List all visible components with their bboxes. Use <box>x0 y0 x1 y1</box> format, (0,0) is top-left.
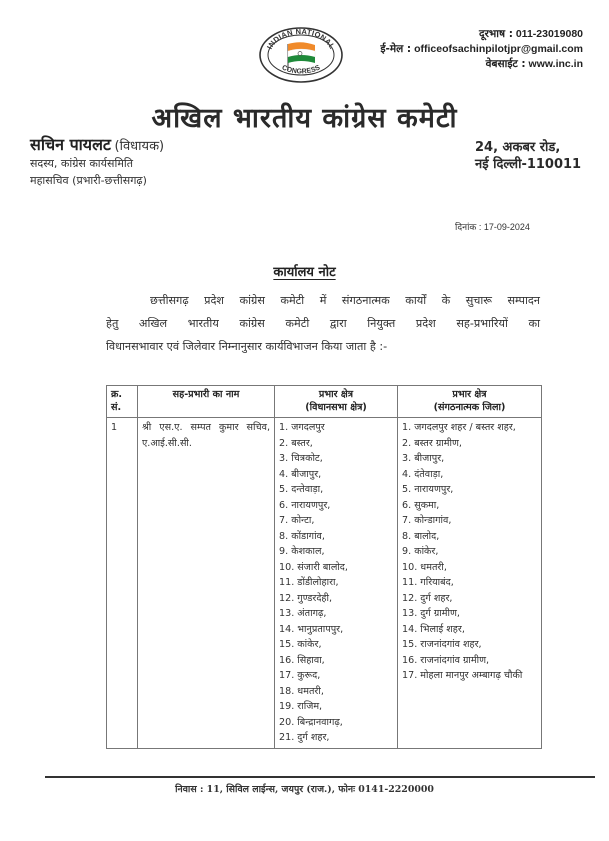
paragraph-line-3: विधानसभावार एवं जिलेवार निम्नानुसार कार्यविभाजन किया जाता है :- <box>106 340 388 353</box>
cell-serial-no: 1 <box>107 418 138 749</box>
list-item: 17. मोहला मानपुर अम्बागढ़ चौकी <box>402 670 523 681</box>
inc-logo <box>258 26 344 84</box>
list-item: 4. बीजापुर, <box>279 468 322 480</box>
paragraph-line-2: हेतु अखिल भारतीय कांग्रेस कमेटी द्वारा नियुक्त प्रदेश सह-प्रभारियों का <box>106 317 540 330</box>
list-item: 12. दुर्ग शहर, <box>402 592 453 604</box>
sender-block <box>30 136 164 189</box>
note-title: कार्यालय नोट <box>273 265 336 280</box>
cell-district-list <box>398 418 542 749</box>
list-item: 14. भानुप्रतापपुर, <box>279 623 344 635</box>
website-row <box>380 57 583 72</box>
list-item: 19. राजिम, <box>279 701 323 712</box>
list-item: 4. दंतेवाड़ा, <box>402 468 444 480</box>
list-item: 9. केशकाल, <box>279 546 325 557</box>
website-label: वेबसाईट : <box>485 58 526 70</box>
list-item: 10. धमतरी, <box>402 561 447 573</box>
list-item: 7. कोन्टा, <box>279 515 315 526</box>
table-header-row <box>107 386 542 418</box>
footer-divider <box>45 776 595 778</box>
logo-text-bottom: CONGRESS <box>280 64 322 76</box>
list-item: 20. बिन्द्रानवागढ़, <box>279 716 343 728</box>
list-item: 18. धमतरी, <box>279 685 324 697</box>
phone-label: दूरभाष : <box>479 28 513 40</box>
table-row <box>107 418 542 749</box>
list-item: 1. जगदलपुर <box>279 422 325 433</box>
date-line <box>455 220 530 233</box>
address-block <box>475 139 581 173</box>
list-item: 10. संजारी बालोद, <box>279 561 348 573</box>
list-item: 16. सिहावा, <box>279 654 325 666</box>
list-item: 11. डोंडीलोहारा, <box>279 577 339 588</box>
list-item: 17. कुरूद, <box>279 670 321 681</box>
inc-logo-emblem <box>258 26 344 84</box>
assignment-table <box>106 385 542 749</box>
letterhead-title: अखिल भारतीय कांग्रेस कमेटी <box>151 103 458 134</box>
email-link[interactable]: officeofsachinpilotjpr@gmail.com <box>414 43 583 55</box>
list-item: 1. जगदलपुर शहर / बस्तर शहर, <box>402 422 516 433</box>
phone-number: 011-23019080 <box>515 28 583 40</box>
list-item: 13. दुर्ग ग्रामीण, <box>402 608 460 619</box>
list-item: 9. कांकेर, <box>402 546 439 557</box>
list-item: 6. सुकमा, <box>402 499 440 511</box>
contact-block <box>380 27 583 72</box>
list-item: 15. कांकेर, <box>279 639 322 650</box>
address-line-1: 24, अकबर रोड, <box>475 140 561 155</box>
phone-row <box>380 27 583 42</box>
list-item: 8. बालोद, <box>402 530 440 542</box>
list-item: 11. गरियाबंद, <box>402 577 454 588</box>
list-item: 15. राजनांदगांव शहर, <box>402 639 482 650</box>
address-line-2: नई दिल्ली-110011 <box>475 157 582 172</box>
header-district-area: प्रभार क्षेत्र (संगठनात्मक जिला) <box>398 386 542 418</box>
website-link[interactable]: www.inc.in <box>528 58 583 70</box>
note-paragraph <box>106 289 540 358</box>
header-co-incharge-name: सह-प्रभारी का नाम <box>138 386 275 418</box>
header-serial-no: क्र. सं. <box>107 386 138 418</box>
date-label: दिनांक : <box>455 222 482 232</box>
list-item: 5. नारायणपुर, <box>402 484 454 495</box>
list-item: 12. गुण्डरदेही, <box>279 592 333 604</box>
list-item: 7. कोन्डागांव, <box>402 515 452 526</box>
email-row <box>380 42 583 57</box>
sender-name: सचिन पायलट <box>30 135 111 154</box>
list-item: 16. राजनांदगांव ग्रामीण, <box>402 654 490 666</box>
list-item: 3. चित्रकोट, <box>279 453 323 464</box>
list-item: 6. नारायणपुर, <box>279 499 331 511</box>
list-item: 3. बीजापुर, <box>402 453 445 464</box>
list-item: 5. दन्तेवाड़ा, <box>279 484 324 495</box>
list-item: 14. भिलाई शहर, <box>402 623 465 635</box>
header-assembly-area: प्रभार क्षेत्र (विधानसभा क्षेत्र) <box>275 386 398 418</box>
sender-designation: (विधायक) <box>114 139 165 154</box>
date-value: 17-09-2024 <box>483 222 530 232</box>
note-heading <box>0 261 609 280</box>
list-item: 13. अंतागढ़, <box>279 608 327 619</box>
list-item: 2. बस्तर ग्रामीण, <box>402 437 462 449</box>
logo-text-top: INDIAN NATIONAL <box>264 26 337 51</box>
footer-residence: निवास : 11, सिविल लाईन्स, जयपुर (राज.), फोनः 0141-2220000 <box>175 784 434 795</box>
list-item: 2. बस्तर, <box>279 437 313 449</box>
cell-co-incharge-name: श्री एस.ए. सम्पत कुमार सचिव, ए.आई.सी.सी. <box>138 418 275 749</box>
list-item: 8. कोंडागांव, <box>279 530 325 542</box>
list-item: 21. दुर्ग शहर, <box>279 732 330 743</box>
sender-line-2: सदस्य, कांग्रेस कार्यसमिति <box>30 157 134 170</box>
email-label: ई-मेल : <box>380 43 412 55</box>
sender-line-3: महासचिव (प्रभारी-छत्तीसगढ़) <box>30 174 147 187</box>
paragraph-line-1: छत्तीसगढ़ प्रदेश कांग्रेस कमेटी में संगठनात्मक कार्यों के सुचारू सम्पादन <box>150 294 540 307</box>
cell-assembly-list <box>275 418 398 749</box>
